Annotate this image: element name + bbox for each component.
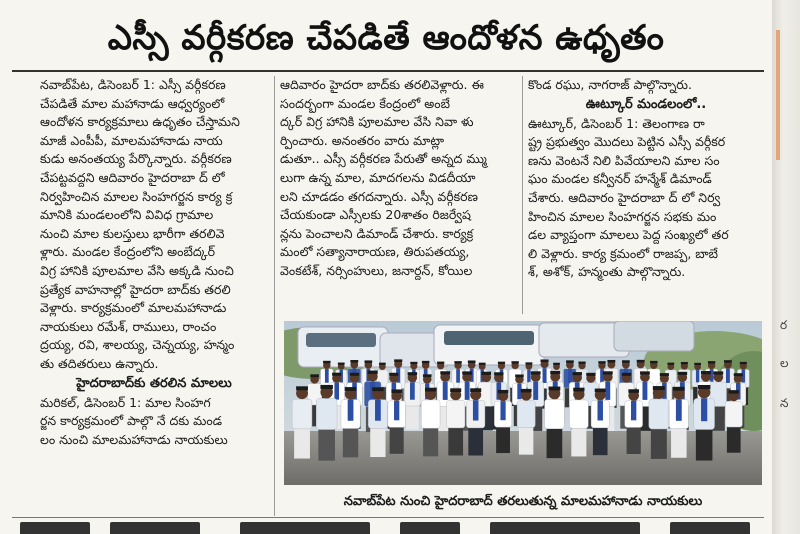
text-line: ర్పించారు. అనంతరం వారు మాట్లా [280,132,445,148]
text-line: నాయకులు రమేశ్, రాములు, రాంచం [40,318,217,334]
text-line: ఆందోళన కార్యక్రమాలు ఉధృతం చేస్తామని [40,114,240,130]
text-line: ద్కర్ విగ్ర హానికి పూలమాల వేసి నివా ళు [280,114,474,130]
text-line: చేపట్టవద్దని ఆదివారం హైదరాబా ద్ లో [40,169,225,185]
text-line: మాజీ ఎంపీపీ, మాలమహానాడు నాయ [40,132,223,148]
text-line: డల వ్యాప్తంగా మాలలు పెద్ద సంఖ్యలో తర [528,227,729,243]
text-line: కుడు అనంతయ్య పేర్కొన్నారు. వర్గీకరణ [40,151,232,167]
adjacent-page-glyph: ల [780,356,789,370]
text-line: డుతూ.. ఎస్సీ వర్గీకరణ పేరుతో అన్నద మ్ము [280,151,487,167]
crowd-photo-illustration [284,321,762,485]
text-line: వెళ్లారు. కార్యక్రమంలో మాలమహానాడు [40,300,227,316]
text-line: శ్, అశోక్, హన్మంతు పాల్గొన్నారు. [528,264,686,280]
adjacent-page-accent [776,30,780,160]
text-line: ళ్లారు. మండల కేంద్రంలోని అంబేద్కర్ [40,244,216,260]
article-column-3 [528,76,764,282]
adjacent-page-glyph: న [780,396,789,410]
text-line: ప్రత్యేక వాహనాల్లో హైదరా బాద్‌కు తరలి [40,281,231,297]
text-line: ఆదివారం హైదరా బాద్‌కు తరలివెళ్లారు. ఈ [280,77,484,92]
next-headline-fragment [400,522,460,534]
article-column-2 [280,76,518,281]
text-line: లి వెళ్లారు. కార్య క్రమంలో రాజప్ప, బాబే [528,245,719,261]
text-line: ద్రయ్య, రవి, శాలయ్య, చెన్నయ్య, హన్మం [40,337,235,353]
adjacent-page-edge [772,0,800,534]
column3-subhead: ఊట్కూర్ మండలంలో.. [585,96,707,112]
text-line: మరికల్, డిసెంబర్ 1: మాల సింహగ [40,394,211,410]
text-line: కొండ రఘు, నాగరాజ్ పాల్గొన్నారు. [528,77,692,92]
text-line: ఊట్కూర్, డిసెంబర్ 1: తెలంగాణ రా [528,115,705,131]
column2-paragraph1 [280,76,518,281]
next-headline-fragment [670,522,750,534]
text-line: లం నుంచి మాలమహానాడు నాయకులు [40,431,228,447]
column1-subhead: హైదరాబాద్‌కు తరలిన మాలలు [76,375,232,391]
text-line: చేయకుండా ఎస్సీలకు 20శాతం రిజర్వేష [280,207,471,223]
next-headline-fragment [20,522,90,534]
text-line: నుంచి మాల కులస్తులు భారీగా తరలివె [40,225,225,241]
text-line: లని చూడడం తగదన్నారు. ఎస్సీ వర్గీకరణ [280,188,478,204]
column1-paragraph1 [40,76,268,374]
text-line: మంలో సత్యానారాయణ, తిరుపతయ్య, [280,244,470,260]
footer-rule [12,517,764,518]
article-column-1 [40,76,268,449]
photo-caption: నవాబ్‌పేట నుంచి హైదరాబాద్ తరలుతున్న మాలమహానాడు నాయకులు [343,494,703,509]
text-line: ర్జన కార్యక్రమంలో పాల్గొ నే దకు మండ [40,413,222,429]
column1-paragraph2 [40,394,268,450]
text-line: న్లను పెంచాలని డిమాండ్ చేశారు. కార్యక్ర [280,225,474,241]
next-headline-fragment [240,522,370,534]
headline-rule [12,70,764,72]
adjacent-page-glyph: ర [780,318,788,332]
next-headline-fragment [110,522,200,534]
text-line: చేపడితే మాల మహానాడు ఆధ్వర్యంలో [40,95,225,111]
text-line: ష్ట్ర ప్రభుత్వం మొదలు పెట్టిన ఎస్సీ వర్గీకర [528,134,726,150]
text-line: తు తదితరులు ఉన్నారు. [40,355,159,371]
text-line: హించిన మాలల సింహగర్జన సభకు మం [528,208,717,224]
text-line: మానికి మండలంలోని వివిధ గ్రామాల [40,207,214,223]
text-line: నిర్వహించిన మాలల సింహగర్జన కార్య క్ర [40,188,233,204]
text-line: ఘం మండల కన్వీనర్ హన్మేశ్ డిమాండ్ [528,171,712,187]
column3-paragraph1 [528,76,764,95]
text-line: సందర్భంగా మండల కేంద్రంలో అంబే [280,95,450,111]
column3-paragraph2 [528,115,764,282]
text-line: చేశారు. ఆదివారం హైదరాబా ద్ లో నిర్వ [528,189,721,205]
text-line: ణను వెంటనే నిలి పివేయాలని మాల సం [528,152,720,168]
headline: ఎస్సీ వర్గీకరణ చేపడితే ఆందోళన ఉధృతం [107,18,665,58]
column-divider [522,76,523,314]
next-article-strip [0,520,772,534]
text-line: వెంకటేశ్, నర్సింహులు, జనార్దన్, కోయిల [280,262,473,278]
next-headline-fragment [490,522,640,534]
text-line: నవాబ్‌పేట, డిసెంబర్ 1: ఎస్సీ వర్గీకరణ [40,77,226,92]
text-line: విగ్ర హానికి పూలమాల వేసి అక్కడి నుంచి [40,262,234,278]
column-divider [274,76,275,516]
text-line: లుగా ఉన్న మాల, మాదగలను విడదీయా [280,169,476,185]
news-photo [284,321,762,485]
